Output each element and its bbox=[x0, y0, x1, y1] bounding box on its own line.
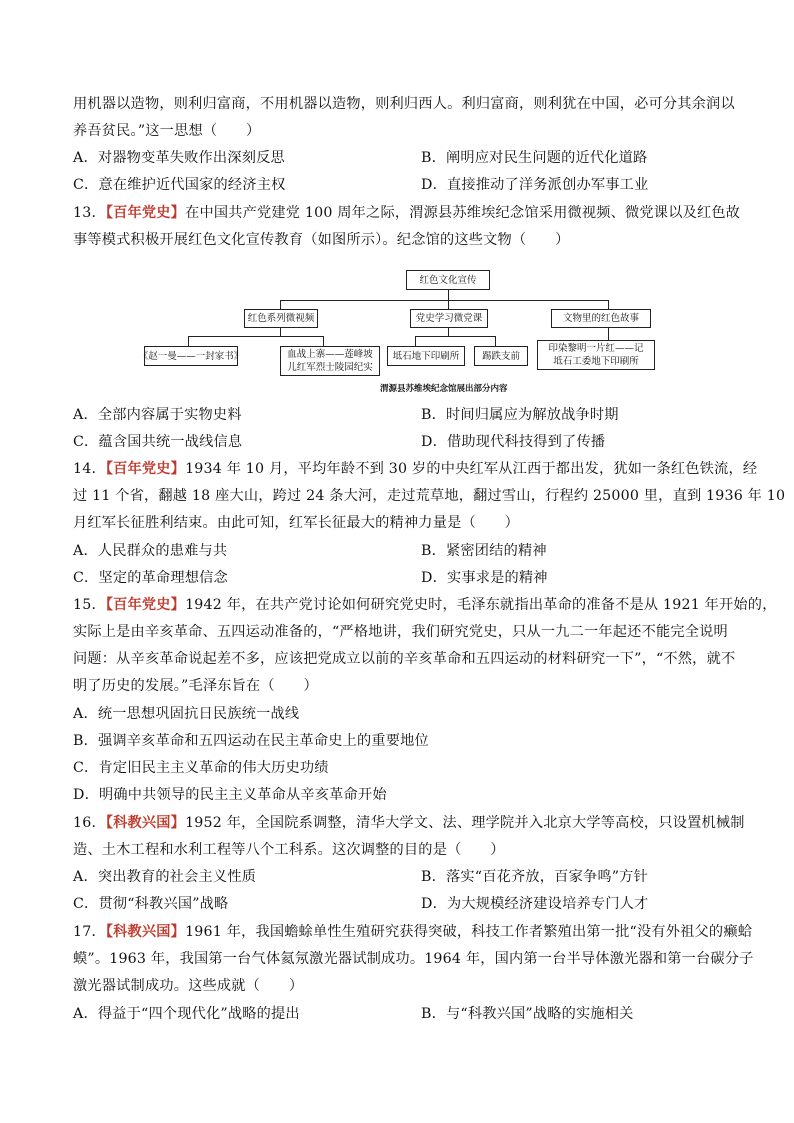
diagram-leaf-support: 踢跌支前 bbox=[474, 346, 528, 366]
diagram-connector bbox=[280, 300, 609, 301]
diagram-caption: 渭源县苏维埃纪念馆展出部分内容 bbox=[380, 384, 508, 394]
q13-option-a[interactable]: A．全部内容属于实物史料 bbox=[73, 407, 242, 423]
q12-option-a[interactable]: A．对器物变革失败作出深刻反思 bbox=[73, 150, 285, 166]
diagram-leaf-dawn-line-1: 印染黎明一片红——记 bbox=[548, 343, 644, 354]
diagram-leaf-printing: 坻石地下印刷所 bbox=[387, 346, 465, 366]
q16-stem-line-1 bbox=[73, 813, 745, 833]
q12-options-row-2 bbox=[73, 175, 723, 195]
q17-options-row-1 bbox=[73, 1004, 723, 1024]
diagram-branch-videos: 红色系列微视频 bbox=[244, 309, 318, 328]
q15-stem-line-4: 明了历史的发展。”毛泽东旨在（ ） bbox=[73, 678, 318, 694]
q12-stem-line-1: 用机器以造物，则利归富商，不用机器以造物，则利归西人。利归富商，则利犹在中国，必可分其余润以 bbox=[73, 96, 735, 112]
q12-option-c[interactable]: C．意在维护近代国家的经济主权 bbox=[73, 177, 286, 193]
q16-option-b[interactable]: B．落实“百花齐放，百家争鸣”方针 bbox=[421, 869, 648, 885]
q13-number: 13． bbox=[73, 205, 106, 221]
q15-option-d[interactable]: D．明确中共领导的民主主义革命从辛亥革命开始 bbox=[73, 787, 387, 803]
diagram-leaf-battle-line-2: 儿红军烈士陵园纪实 bbox=[287, 362, 373, 373]
q15-number: 15． bbox=[73, 597, 106, 613]
q13-stem-line-1 bbox=[73, 203, 740, 223]
q14-stem-line-2: 过 11 个省，翻越 18 座大山，跨过 24 条大河，走过荒草地，翻过雪山，行程约 25000 里，直到 1936 年 10 bbox=[73, 488, 786, 504]
q14-option-c[interactable]: C．坚定的革命理想信念 bbox=[73, 570, 228, 586]
q14-option-d[interactable]: D．实事求是的精神 bbox=[421, 570, 548, 586]
diagram-connector bbox=[280, 300, 281, 309]
diagram-branch-relics: 文物里的红色故事 bbox=[551, 309, 651, 328]
q14-option-a[interactable]: A．人民群众的患难与共 bbox=[73, 543, 228, 559]
q16-number: 16． bbox=[73, 815, 106, 831]
q16-options-row-2 bbox=[73, 894, 723, 914]
q14-stem-text: 1934 年 10 月，平均年龄不到 30 岁的中央红军从江西于都出发，犹如一条红色铁流，经 bbox=[185, 461, 758, 477]
q14-options-row-2 bbox=[73, 568, 723, 588]
q12-stem-line-2: 养吾贫民。”这一思想（ ） bbox=[73, 123, 261, 139]
q16-stem-line-2: 造、土木工程和水利工程等八个工科系。这次调整的目的是（ ） bbox=[73, 842, 505, 858]
diagram-branch-lectures: 党史学习微党课 bbox=[410, 309, 488, 328]
diagram-connector bbox=[608, 300, 609, 309]
q12-options-row-1 bbox=[73, 148, 723, 168]
q17-option-a[interactable]: A．得益于“四个现代化”战略的提出 bbox=[73, 1006, 300, 1022]
q15-option-c[interactable]: C．肯定旧民主主义革命的伟大历史功绩 bbox=[73, 760, 329, 776]
diagram-root-box: 红色文化宣传 bbox=[406, 270, 490, 290]
diagram-connector bbox=[415, 336, 496, 337]
diagram-connector bbox=[448, 290, 449, 300]
diagram-leaf-dawn bbox=[537, 340, 655, 370]
q13-topic-tag: 【百年党史】 bbox=[105, 205, 186, 221]
red-culture-diagram bbox=[140, 266, 660, 400]
q16-options-row-1 bbox=[73, 867, 723, 887]
diagram-connector bbox=[448, 300, 449, 309]
q17-option-b[interactable]: B．与“科教兴国”战略的实施相关 bbox=[421, 1006, 634, 1022]
q17-number: 17． bbox=[73, 924, 106, 940]
q13-stem-line-2: 事等模式积极开展红色文化宣传教育（如图所示）。纪念馆的这些文物（ ） bbox=[73, 232, 570, 248]
q16-option-c[interactable]: C．贯彻“科教兴国”战略 bbox=[73, 896, 229, 912]
q13-option-c[interactable]: C．蕴含国共统一战线信息 bbox=[73, 434, 243, 450]
q13-option-b[interactable]: B．时间归属应为解放战争时期 bbox=[421, 407, 619, 423]
diagram-leaf-dawn-line-2: 坻石工委地下印刷所 bbox=[553, 356, 639, 367]
diagram-leaf-letter: 《赵一曼——一封家书》 bbox=[144, 346, 238, 366]
q15-topic-tag: 【百年党史】 bbox=[105, 597, 186, 613]
q15-option-a[interactable]: A．统一思想巩固抗日民族统一战线 bbox=[73, 706, 300, 722]
q17-stem-line-2: 蟆”。1963 年，我国第一台气体氦氖激光器试制成功。1964 年，国内第一台半导体激光器和第一台碳分子 bbox=[73, 951, 754, 967]
diagram-connector bbox=[280, 328, 281, 336]
diagram-leaf-battle-line-1: 血战上寨——莲峰坡 bbox=[287, 349, 373, 360]
q17-stem-line-1 bbox=[73, 922, 752, 942]
diagram-connector bbox=[188, 336, 189, 346]
diagram-leaf-battle bbox=[280, 346, 380, 376]
q17-topic-tag: 【科教兴国】 bbox=[105, 924, 186, 940]
diagram-connector bbox=[415, 336, 416, 346]
q16-stem-text: 1952 年，全国院系调整，清华大学文、法、理学院并入北京大学等高校，只设置机械制 bbox=[185, 815, 745, 831]
q14-options-row-1 bbox=[73, 541, 723, 561]
q14-number: 14． bbox=[73, 461, 106, 477]
diagram-connector bbox=[188, 336, 324, 337]
q12-option-b[interactable]: B．阐明应对民生问题的近代化道路 bbox=[421, 150, 648, 166]
q15-stem-text: 1942 年，在共产党讨论如何研究党史时，毛泽东就指出革命的准备不是从 1921 年开始的， bbox=[185, 597, 777, 613]
diagram-connector bbox=[448, 328, 449, 336]
q15-stem-line-3: 问题：从辛亥革命说起差不多，应该把党成立以前的辛亥革命和五四运动的材料研究一下”，“不然，就不 bbox=[73, 651, 736, 667]
q16-option-a[interactable]: A．突出教育的社会主义性质 bbox=[73, 869, 257, 885]
q12-option-d[interactable]: D．直接推动了洋务派创办军事工业 bbox=[421, 177, 649, 193]
q14-topic-tag: 【百年党史】 bbox=[105, 461, 186, 477]
q13-option-d[interactable]: D．借助现代科技得到了传播 bbox=[421, 434, 606, 450]
q14-stem-line-1 bbox=[73, 459, 757, 479]
q16-topic-tag: 【科教兴国】 bbox=[105, 815, 186, 831]
q16-option-d[interactable]: D．为大规模经济建设培养专门人才 bbox=[421, 896, 649, 912]
q13-stem-text: 在中国共产党建党 100 周年之际，渭源县苏维埃纪念馆采用微视频、微党课以及红色故 bbox=[185, 205, 741, 221]
q13-options-row-1 bbox=[73, 405, 723, 425]
q13-options-row-2 bbox=[73, 432, 723, 452]
q15-option-b[interactable]: B．强调辛亥革命和五四运动在民主革命史上的重要地位 bbox=[73, 733, 429, 749]
diagram-connector bbox=[495, 336, 496, 346]
q14-option-b[interactable]: B．紧密团结的精神 bbox=[421, 543, 547, 559]
q14-stem-line-3: 月红军长征胜利结束。由此可知，红军长征最大的精神力量是（ ） bbox=[73, 515, 520, 531]
q15-stem-line-1 bbox=[73, 595, 777, 615]
q17-stem-text: 1961 年，我国蟾蜍单性生殖研究获得突破，科技工作者繁殖出第一批“没有外祖父的癞蛤 bbox=[185, 924, 753, 940]
q17-stem-line-3: 激光器试制成功。这些成就（ ） bbox=[73, 978, 304, 994]
q15-stem-line-2: 实际上是由辛亥革命、五四运动准备的，“严格地讲，我们研究党史，只从一九二一年起还不能完全说明 bbox=[73, 624, 728, 640]
diagram-connector bbox=[323, 336, 324, 346]
